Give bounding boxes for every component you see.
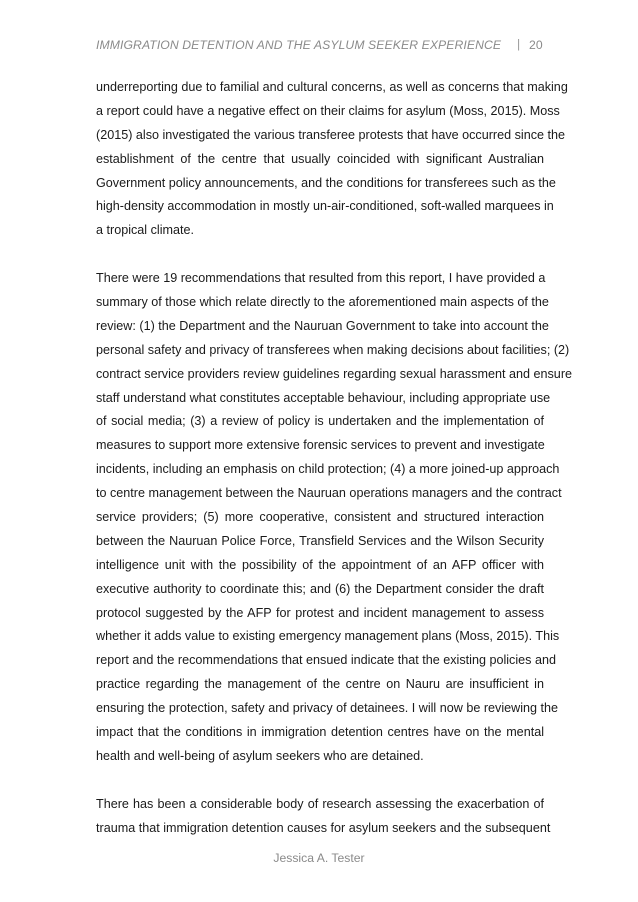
text-line: underreporting due to familial and cultural concerns, as well as concerns that making — [96, 80, 568, 94]
page-header — [96, 38, 546, 56]
text-line: between the Nauruan Police Force, Transfield Services and the Wilson Security — [96, 533, 544, 548]
running-header-title: IMMIGRATION DETENTION AND THE ASYLUM SEEKER EXPERIENCE — [96, 38, 502, 52]
text-line: high-density accommodation in mostly un-air-conditioned, soft-walled marquees in — [96, 199, 554, 214]
text-line: report and the recommendations that ensued indicate that the existing policies and — [96, 653, 556, 668]
text-line: incidents, including an emphasis on child protection; (4) a more joined-up approach — [96, 462, 560, 477]
text-line: impact that the conditions in immigration detention centres have on the mental — [96, 725, 544, 740]
text-line: trauma that immigration detention causes for asylum seekers and the subsequent — [96, 820, 551, 835]
text-line: ensuring the protection, safety and privacy of detainees. I will now be reviewing the — [96, 701, 559, 716]
text-line: a report could have a negative effect on their claims for asylum (Moss, 2015). Moss — [96, 103, 560, 118]
text-line: protocol suggested by the AFP for protest and incident management to assess — [96, 605, 544, 620]
text-line: establishment of the centre that usually coincided with significant Australian — [96, 151, 544, 166]
page-number: 20 — [529, 38, 543, 52]
text-line: staff understand what constitutes acceptable behaviour, including appropriate use — [96, 390, 551, 405]
text-line: of social media; (3) a review of policy is undertaken and the implementation of — [96, 414, 544, 429]
text-line: practice regarding the management of the centre on Nauru are insufficient in — [96, 677, 544, 692]
paragraph-2 — [96, 267, 573, 769]
text-line: executive authority to coordinate this; and (6) the Department consider the draft — [96, 581, 544, 596]
body-text — [96, 76, 573, 841]
text-line: summary of those which relate directly to the aforementioned main aspects of the — [96, 295, 549, 310]
text-line: There has been a considerable body of research assessing the exacerbation of — [96, 796, 544, 811]
text-line: intelligence unit with the possibility of the appointment of an AFP officer with — [96, 557, 544, 572]
text-line: personal safety and privacy of transferees when making decisions about facilities; (2) — [96, 342, 570, 357]
text-line: contract service providers review guidelines regarding sexual harassment and ensure — [96, 366, 573, 381]
paragraph-3 — [96, 793, 551, 841]
text-line: There were 19 recommendations that resulted from this report, I have provided a — [96, 271, 546, 286]
text-line: measures to support more extensive forensic services to prevent and investigate — [96, 438, 545, 453]
text-line: service providers; (5) more cooperative, consistent and structured interaction — [96, 510, 544, 525]
text-line: review: (1) the Department and the Nauruan Government to take into account the — [96, 318, 549, 333]
text-line: Government policy announcements, and the conditions for transferees such as the — [96, 175, 556, 190]
text-line: to centre management between the Nauruan operations managers and the contract — [96, 486, 562, 501]
page-footer — [0, 851, 638, 865]
text-line: (2015) also investigated the various transferee protests that have occurred since the — [96, 127, 566, 142]
footer-author: Jessica A. Tester — [273, 851, 365, 865]
header-separator: | — [517, 37, 521, 51]
text-line: whether it adds value to existing emergency management plans (Moss, 2015). This — [96, 629, 560, 644]
text-line: health and well-being of asylum seekers who are detained. — [96, 748, 424, 763]
paragraph-1 — [96, 76, 568, 243]
text-line: a tropical climate. — [96, 223, 194, 238]
